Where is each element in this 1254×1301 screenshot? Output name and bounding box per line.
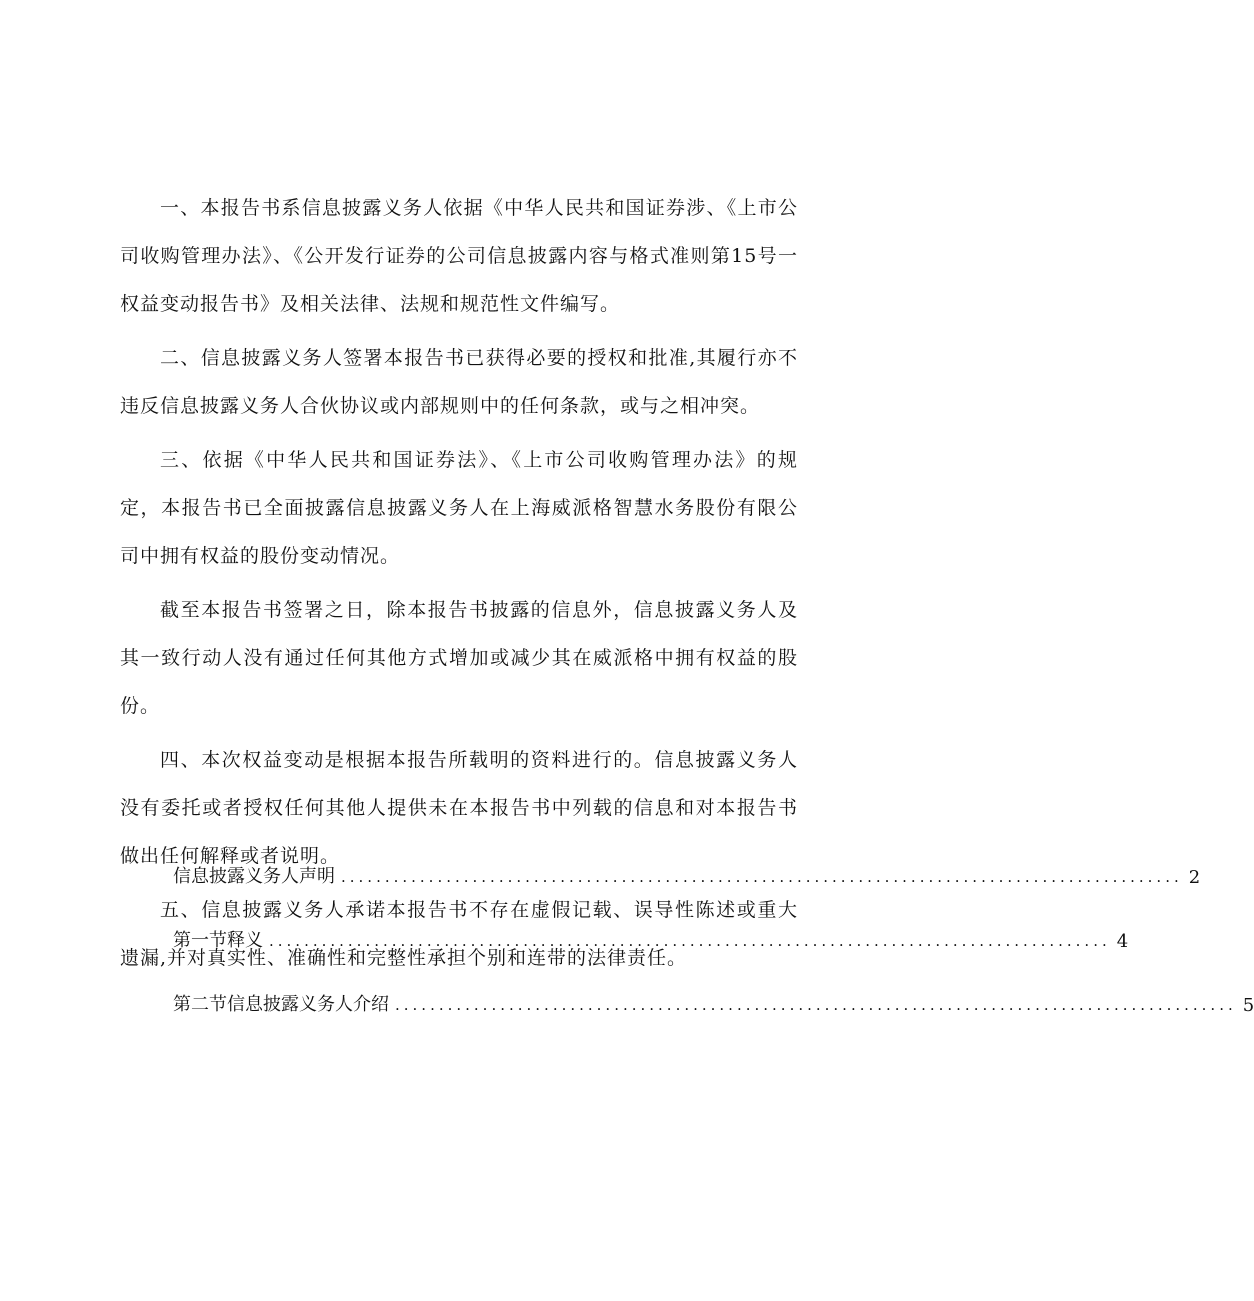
declaration-paragraph-3: 三、依据《中华人民共和国证券法》、《上市公司收购管理办法》的规定，本报告书已全面披露信息披露义务人在上海威派格智慧水务股份有限公司中拥有权益的股份变动情况。 (120, 449, 798, 567)
toc-entry-page: 2 (1188, 867, 1201, 888)
toc-entry-title: 第一节释义 (173, 930, 263, 951)
toc-leader-dots: ................................................................................................ (269, 932, 1111, 950)
declaration-paragraph-4: 截至本报告书签署之日，除本报告书披露的信息外，信息披露义务人及其一致行动人没有通过任何其他方式增加或减少其在威派格中拥有权益的股份。 (120, 599, 798, 717)
toc-entry-page: 5 (1242, 995, 1254, 1016)
toc-leader-dots: ................................................................................................ (395, 996, 1237, 1014)
toc-entry-page: 4 (1116, 931, 1129, 952)
toc-entry-title: 第二节信息披露义务人介绍 (173, 994, 389, 1015)
toc-entry-title: 信息披露义务人声明 (173, 866, 335, 887)
declaration-paragraph-1: 一、本报告书系信息披露义务人依据《中华人民共和国证券涉、《上市公司收购管理办法》、《公开发行证券的公司信息披露内容与格式准则第15号一权益变动报告书》及相关法律、法规和规范性文件编写。 (120, 197, 798, 315)
declaration-paragraph-6: 五、信息披露义务人承诺本报告书不存在虚假记载、误导性陈述或重大遗漏,并对真实性、准确性和完整性承担个别和连带的法律责任。 (120, 899, 798, 969)
table-of-contents (173, 846, 1254, 1016)
toc-entry[interactable] (173, 910, 1129, 952)
declaration-paragraph-2: 二、信息披露义务人签署本报告书已获得必要的授权和批准,其履行亦不违反信息披露义务人合伙协议或内部规则中的任何条款，或与之相冲突。 (120, 347, 798, 417)
declaration-paragraph-5: 四、本次权益变动是根据本报告所载明的资料进行的。信息披露义务人没有委托或者授权任何其他人提供未在本报告书中列载的信息和对本报告书做出任何解释或者说明。 (120, 749, 798, 867)
toc-entry[interactable] (173, 846, 1201, 888)
toc-leader-dots: ................................................................................................ (341, 868, 1183, 886)
toc-entry[interactable] (173, 974, 1254, 1016)
